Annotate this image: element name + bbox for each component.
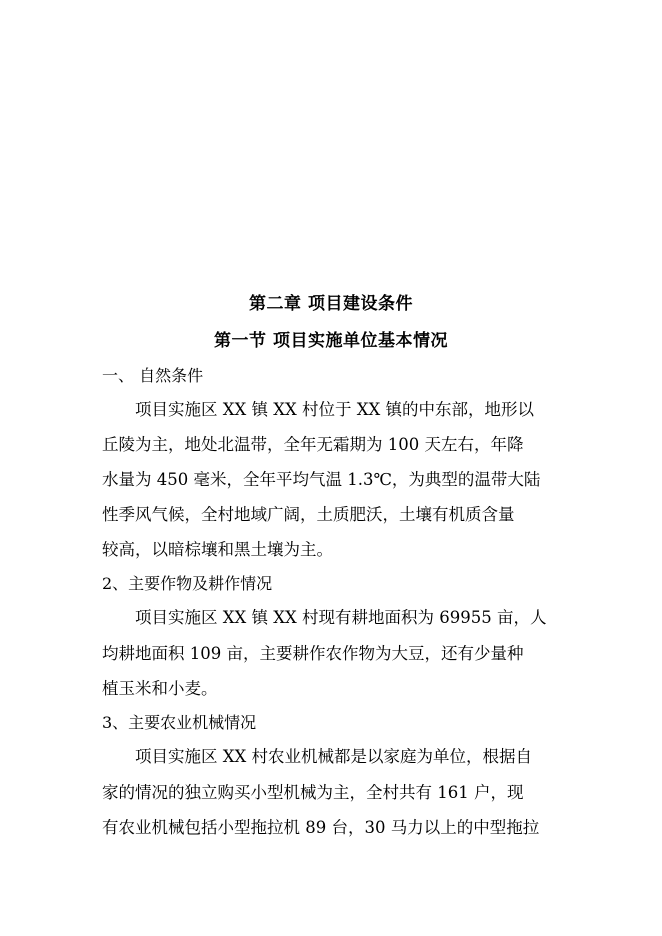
section-title: 第一节 项目实施单位基本情况 [214,331,448,351]
paragraph-line: 较高，以暗棕壤和黑土壤为主。 [102,540,333,559]
paragraph-line: 水量为 450 毫米，全年平均气温 1.3℃，为典型的温带大陆 [102,470,541,489]
subsection-heading-crops: 2、主要作物及耕作情况 [102,574,273,593]
paragraph-line: 丘陵为主，地处北温带，全年无霜期为 100 天左右，年降 [102,435,524,454]
paragraph-line: 家的情况的独立购买小型机械为主，全村共有 161 户，现 [102,783,524,802]
chapter-title: 第二章 项目建设条件 [249,294,413,314]
paragraph-line: 项目实施区 XX 镇 XX 村位于 XX 镇的中东部，地形以 [135,400,534,419]
paragraph-line: 植玉米和小麦。 [102,679,218,698]
paragraph-line: 项目实施区 XX 镇 XX 村现有耕地面积为 69955 亩，人 [135,608,547,627]
paragraph-line: 项目实施区 XX 村农业机械都是以家庭为单位，根据自 [135,747,532,766]
paragraph-line: 均耕地面积 109 亩，主要耕作农作物为大豆，还有少量种 [102,644,524,663]
paragraph-line: 有农业机械包括小型拖拉机 89 台，30 马力以上的中型拖拉 [102,818,540,837]
subsection-heading-machinery: 3、主要农业机械情况 [102,713,257,732]
paragraph-line: 性季风气候，全村地域广阔，土质肥沃，土壤有机质含量 [102,505,515,524]
subsection-heading-natural-conditions: 一、 自然条件 [102,366,204,385]
